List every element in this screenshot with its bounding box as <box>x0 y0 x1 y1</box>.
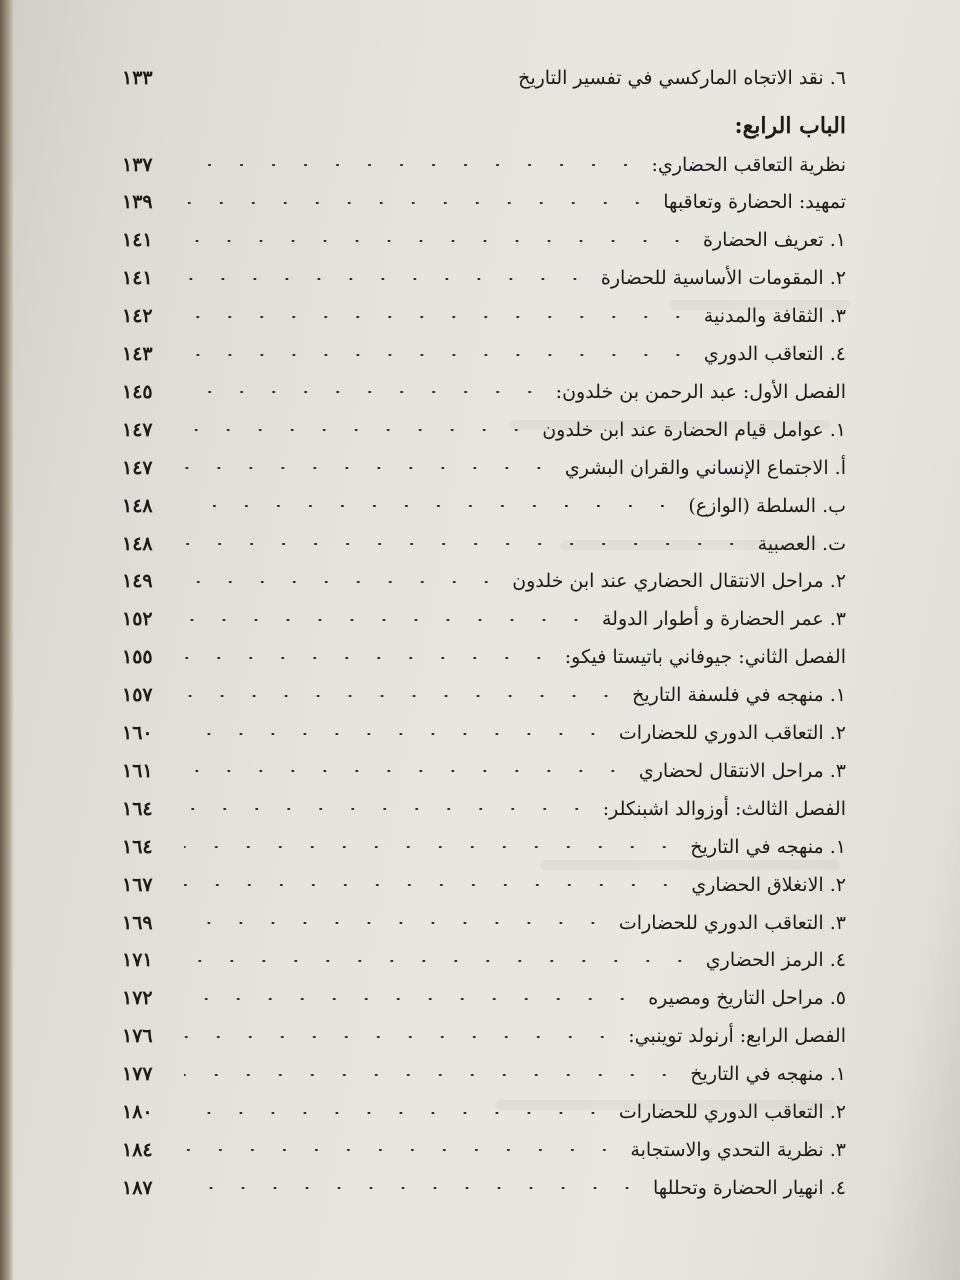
toc-entry <box>122 223 846 259</box>
dot-leader <box>184 202 653 204</box>
dot-leader <box>184 240 693 242</box>
dot-leader <box>184 467 555 469</box>
toc-entry-page: ١٥٥ <box>122 646 153 669</box>
toc-entry-page: ١٦٩ <box>122 911 153 934</box>
dot-leader <box>184 543 748 545</box>
toc-entry-title: ٢. الانغلاق الحضاري <box>691 873 846 896</box>
toc-entry <box>122 829 846 865</box>
toc-entry-page: ١٣٣ <box>122 66 153 89</box>
dot-leader <box>184 884 681 886</box>
toc-entry <box>122 374 846 410</box>
toc-entry-page: ١٨٧ <box>122 1176 153 1199</box>
toc-entry-title: ١. منهجه في التاريخ <box>690 1063 846 1086</box>
dot-leader <box>184 581 502 583</box>
dot-leader <box>184 1074 680 1076</box>
toc-entry-title: الفصل الأول: عبد الرحمن بن خلدون: <box>555 380 846 403</box>
toc-entry-title: ب. السلطة (الوازع) <box>688 494 846 517</box>
toc-entry-page: ١٤١ <box>122 229 153 252</box>
toc-entry-page: ١٦٧ <box>122 873 153 896</box>
toc-entry <box>122 867 846 903</box>
toc-entry-page: ١٤٨ <box>122 494 153 517</box>
dot-leader <box>184 1149 620 1151</box>
toc-entry-title: ١. منهجه في التاريخ <box>690 835 846 858</box>
toc-entry <box>122 261 846 297</box>
toc-entry <box>122 1170 846 1206</box>
toc-entry-title: ٤. التعاقب الدوري <box>703 343 846 365</box>
toc-entry <box>122 526 846 562</box>
dot-leader <box>184 1112 609 1114</box>
toc-entry-title: الفصل الثاني: جيوفاني باتيستا فيكو: <box>564 646 846 669</box>
section-heading: الباب الرابع: <box>734 113 846 139</box>
toc-entry-title: تمهيد: الحضارة وتعاقبها <box>663 191 846 214</box>
toc-entry-page: ١٤٧ <box>122 456 153 479</box>
toc-entry-title: الفصل الرابع: أرنولد توينبي: <box>628 1025 846 1048</box>
toc-entry-title: ٢. المقومات الأساسية للحضارة <box>600 267 846 290</box>
dot-leader <box>184 922 609 924</box>
toc-entry <box>122 640 846 676</box>
toc-entry-page: ١٤٧ <box>122 418 153 441</box>
toc-entry <box>122 185 846 221</box>
toc-entry-page: ١٧٦ <box>122 1025 153 1048</box>
toc-entry-page: ١٤٥ <box>122 380 153 403</box>
toc-entry <box>122 678 846 714</box>
dot-leader <box>184 846 680 848</box>
toc-entry-title: ت. العصبية <box>757 532 846 555</box>
dot-leader <box>184 770 629 772</box>
dot-leader <box>184 657 555 659</box>
toc-entry <box>122 602 846 638</box>
toc-entry-title: ٣. عمر الحضارة و أطوار الدولة <box>601 608 846 631</box>
toc-entry <box>122 753 846 789</box>
toc-entry-page: ١٤١ <box>122 267 153 290</box>
toc-entry-page: ١٧٢ <box>122 987 153 1010</box>
toc-entry-title: ٤. انهيار الحضارة وتحللها <box>653 1176 846 1199</box>
toc-entry-title: ٦. نقد الاتجاه الماركسي في تفسير التاريخ <box>518 66 846 89</box>
toc-entry-page: ١٦٤ <box>122 835 153 858</box>
dot-leader <box>184 808 593 810</box>
toc-entry <box>122 716 846 752</box>
dot-leader <box>184 316 694 318</box>
toc-entry <box>122 412 846 448</box>
toc-entry <box>122 943 846 979</box>
toc-entry-page: ١٤٢ <box>122 305 153 328</box>
toc-entry-title: ٣. نظرية التحدي والاستجابة <box>630 1138 846 1161</box>
toc-entry-page: ١٣٧ <box>122 153 153 176</box>
toc-entry <box>122 1019 846 1055</box>
toc-entry-page: ١٤٣ <box>122 343 153 365</box>
toc-entry-title: ١. عوامل قيام الحضارة عند ابن خلدون <box>542 418 846 441</box>
dot-leader <box>184 619 592 621</box>
dot-leader <box>184 998 638 1000</box>
toc-entry-title: ١. تعريف الحضارة <box>703 229 846 252</box>
toc-entry-page: ١٣٩ <box>122 191 153 214</box>
toc-entry-page: ١٦٠ <box>122 722 153 744</box>
toc-entry <box>122 299 846 335</box>
dot-leader <box>184 733 609 735</box>
toc-entry <box>122 981 846 1017</box>
toc-entry-page: ١٧١ <box>122 949 153 972</box>
dot-leader <box>184 429 532 431</box>
toc-entry <box>122 1057 846 1093</box>
toc-entry-page: ١٦٤ <box>122 797 153 820</box>
toc-entry-title: ٢. التعاقب الدوري للحضارات <box>618 1101 846 1123</box>
toc-entry <box>122 337 846 373</box>
dot-leader <box>184 354 694 356</box>
dot-leader <box>184 1187 643 1189</box>
dot-leader <box>184 695 622 697</box>
toc-entry <box>122 450 846 486</box>
toc-entry <box>122 564 846 600</box>
toc-entry <box>122 488 846 524</box>
toc-entry-title: ١. منهجه في فلسفة التاريخ <box>632 684 846 707</box>
toc-entry-page: ١٨٠ <box>122 1101 153 1123</box>
dot-leader <box>184 391 546 393</box>
toc-entry-title: ٥. مراحل التاريخ ومصيره <box>648 987 846 1010</box>
dot-leader <box>184 1036 618 1038</box>
toc-entry-title: ٤. الرمز الحضاري <box>705 949 846 972</box>
toc-entry-title: الفصل الثالث: أوزوالد اشبنكلر: <box>602 797 846 820</box>
toc-entry <box>122 1095 846 1131</box>
toc-entry-page: ١٤٨ <box>122 532 153 555</box>
toc-entry-page: ١٧٧ <box>122 1063 153 1086</box>
toc-entry <box>122 1132 846 1168</box>
dot-leader <box>184 960 696 962</box>
toc-entry-page: ١٤٩ <box>122 570 153 593</box>
toc-entry-title: ٢. مراحل الانتقال الحضاري عند ابن خلدون <box>512 570 846 593</box>
toc-entry-title: ٣. الثقافة والمدنية <box>703 305 846 328</box>
toc-entry-title: نظرية التعاقب الحضاري: <box>651 153 846 176</box>
toc-entry <box>122 147 846 183</box>
toc-entry-page: ١٥٢ <box>122 608 153 631</box>
toc-entry <box>122 905 846 941</box>
toc-entry <box>122 791 846 827</box>
dot-leader <box>184 278 591 280</box>
dot-leader <box>184 505 678 507</box>
toc-entry-title: أ. الاجتماع الإنساني والقران البشري <box>564 456 846 479</box>
dot-leader <box>184 77 508 79</box>
toc-entry-page: ١٦١ <box>122 759 153 782</box>
dot-leader <box>184 164 642 166</box>
toc-entry-title: ٣. التعاقب الدوري للحضارات <box>618 911 846 934</box>
toc-entry-page: ١٥٧ <box>122 684 153 707</box>
toc-entry-page: ١٨٤ <box>122 1138 153 1161</box>
toc-entry-first <box>122 60 846 96</box>
toc-entry-title: ٢. التعاقب الدوري للحضارات <box>618 722 846 744</box>
toc-entry-title: ٣. مراحل الانتقال لحضاري <box>638 759 846 782</box>
